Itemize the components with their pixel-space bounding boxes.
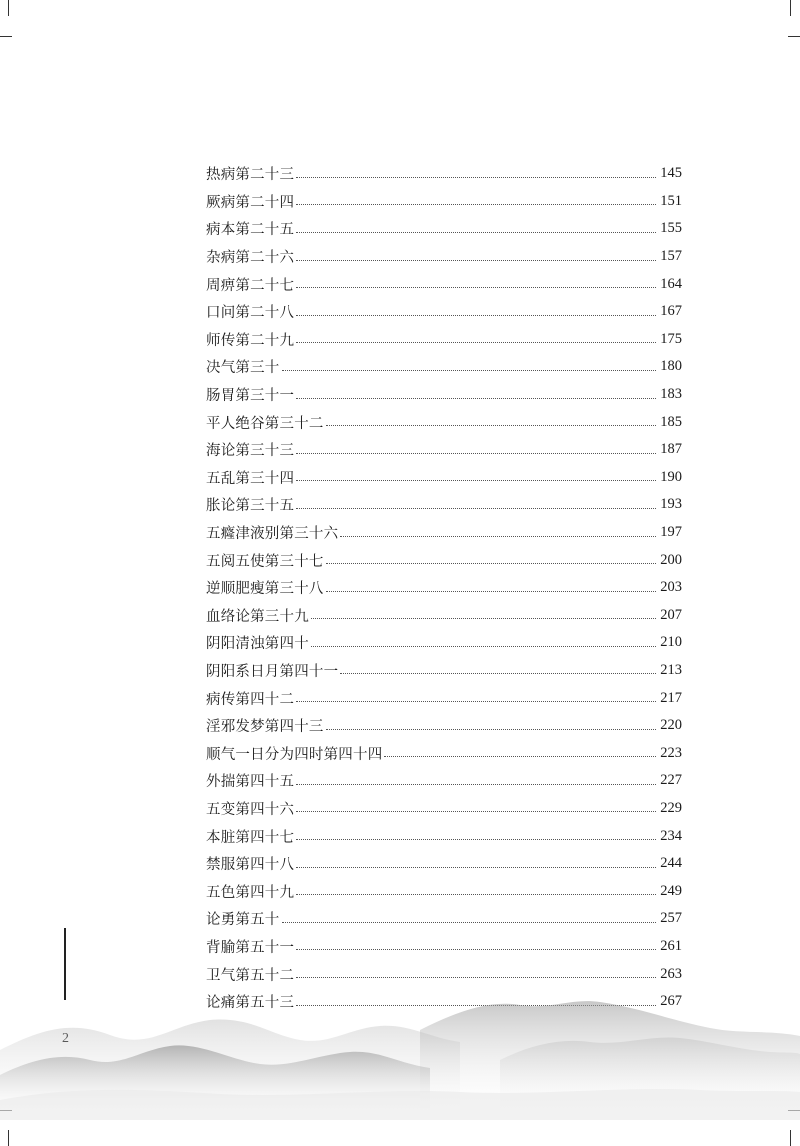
toc-entry-title: 本脏第四十七 (206, 829, 295, 846)
toc-entry-title: 海论第三十三 (206, 443, 295, 460)
toc-entry[interactable] (206, 160, 682, 188)
toc-entry-title: 五变第四十六 (206, 801, 295, 818)
crop-mark-top-right-v (790, 0, 791, 16)
toc-entry[interactable] (206, 739, 682, 767)
toc-leader-dots (296, 479, 656, 481)
toc-entry-title: 决气第三十 (206, 360, 280, 377)
toc-entry-page: 155 (660, 220, 682, 237)
toc-entry[interactable] (206, 298, 682, 326)
toc-leader-dots (326, 562, 656, 564)
toc-entry-title: 论痛第五十三 (206, 995, 295, 1012)
toc-entry[interactable] (206, 960, 682, 988)
toc-leader-dots (296, 700, 656, 702)
toc-entry-page: 167 (660, 303, 682, 320)
crop-mark-top-left-v (8, 0, 9, 16)
toc-entry-title: 平人绝谷第三十二 (206, 415, 324, 432)
toc-entry-page: 185 (660, 413, 682, 430)
toc-entry-title: 阴阳系日月第四十一 (206, 663, 339, 680)
toc-entry-page: 193 (660, 496, 682, 513)
toc-entry[interactable] (206, 933, 682, 961)
toc-leader-dots (384, 755, 656, 757)
toc-entry-page: 145 (660, 165, 682, 182)
toc-entry-page: 190 (660, 468, 682, 485)
toc-leader-dots (296, 259, 656, 261)
toc-leader-dots (282, 921, 657, 923)
toc-entry[interactable] (206, 822, 682, 850)
toc-entry[interactable] (206, 381, 682, 409)
toc-entry-page: 164 (660, 275, 682, 292)
toc-entry-page: 244 (660, 855, 682, 872)
toc-entry[interactable] (206, 850, 682, 878)
toc-leader-dots (296, 810, 656, 812)
toc-leader-dots (326, 424, 656, 426)
toc-entry[interactable] (206, 684, 682, 712)
toc-entry[interactable] (206, 408, 682, 436)
toc-leader-dots (296, 783, 656, 785)
toc-leader-dots (340, 672, 656, 674)
toc-entry-page: 207 (660, 606, 682, 623)
toc-leader-dots (296, 203, 656, 205)
toc-entry-page: 217 (660, 689, 682, 706)
toc-entry-title: 杂病第二十六 (206, 250, 295, 267)
toc-entry-page: 157 (660, 248, 682, 265)
toc-entry-title: 热病第二十三 (206, 167, 295, 184)
toc-entry[interactable] (206, 795, 682, 823)
toc-entry-page: 263 (660, 965, 682, 982)
toc-leader-dots (311, 645, 656, 647)
toc-entry-page: 261 (660, 937, 682, 954)
toc-entry[interactable] (206, 491, 682, 519)
toc-entry-title: 血络论第三十九 (206, 608, 309, 625)
toc-entry[interactable] (206, 877, 682, 905)
table-of-contents (206, 160, 682, 1015)
toc-leader-dots (296, 314, 656, 316)
toc-entry-page: 220 (660, 717, 682, 734)
toc-entry[interactable] (206, 602, 682, 630)
toc-entry[interactable] (206, 270, 682, 298)
toc-entry-page: 249 (660, 882, 682, 899)
toc-entry-title: 外揣第四十五 (206, 774, 295, 791)
toc-entry-title: 阴阳清浊第四十 (206, 636, 309, 653)
toc-entry[interactable] (206, 519, 682, 547)
toc-leader-dots (296, 452, 656, 454)
toc-entry-page: 175 (660, 330, 682, 347)
toc-entry[interactable] (206, 353, 682, 381)
toc-leader-dots (296, 231, 656, 233)
toc-entry-page: 267 (660, 993, 682, 1010)
toc-entry-title: 病本第二十五 (206, 222, 295, 239)
crop-mark-bottom-left-v (8, 1130, 9, 1146)
toc-entry-title: 禁服第四十八 (206, 857, 295, 874)
toc-entry[interactable] (206, 436, 682, 464)
toc-entry[interactable] (206, 657, 682, 685)
toc-entry-page: 180 (660, 358, 682, 375)
toc-leader-dots (326, 590, 656, 592)
toc-entry-title: 淫邪发梦第四十三 (206, 719, 324, 736)
crop-mark-bottom-right-v (790, 1130, 791, 1146)
toc-entry[interactable] (206, 188, 682, 216)
toc-entry[interactable] (206, 767, 682, 795)
toc-entry-page: 257 (660, 910, 682, 927)
toc-leader-dots (296, 976, 656, 978)
toc-entry[interactable] (206, 629, 682, 657)
toc-entry-title: 五色第四十九 (206, 884, 295, 901)
toc-entry-title: 周痹第二十七 (206, 277, 295, 294)
toc-entry-title: 卫气第五十二 (206, 967, 295, 984)
toc-entry[interactable] (206, 712, 682, 740)
toc-leader-dots (296, 893, 656, 895)
toc-entry[interactable] (206, 215, 682, 243)
mountain-landscape-decoration (0, 990, 800, 1120)
toc-entry-title: 五阅五使第三十七 (206, 553, 324, 570)
toc-entry-title: 师传第二十九 (206, 332, 295, 349)
toc-entry-page: 227 (660, 772, 682, 789)
toc-entry-title: 论勇第五十 (206, 912, 280, 929)
toc-leader-dots (296, 286, 656, 288)
toc-entry-title: 顺气一日分为四时第四十四 (206, 746, 383, 763)
toc-leader-dots (296, 838, 656, 840)
toc-entry-title: 胀论第三十五 (206, 498, 295, 515)
toc-entry-title: 肠胃第三十一 (206, 388, 295, 405)
toc-entry-title: 背腧第五十一 (206, 939, 295, 956)
toc-entry-page: 229 (660, 799, 682, 816)
toc-leader-dots (296, 507, 656, 509)
toc-entry-page: 234 (660, 827, 682, 844)
toc-entry-page: 210 (660, 634, 682, 651)
toc-entry-page: 183 (660, 386, 682, 403)
toc-entry-title: 病传第四十二 (206, 691, 295, 708)
toc-entry[interactable] (206, 243, 682, 271)
toc-entry-title: 厥病第二十四 (206, 194, 295, 211)
toc-entry[interactable] (206, 574, 682, 602)
toc-entry-page: 223 (660, 744, 682, 761)
toc-entry-page: 151 (660, 192, 682, 209)
toc-leader-dots (311, 617, 656, 619)
toc-entry-page: 203 (660, 579, 682, 596)
crop-mark-top-left-h (0, 36, 12, 37)
crop-mark-top-right-h (788, 36, 800, 37)
toc-leader-dots (296, 341, 656, 343)
toc-leader-dots (340, 535, 656, 537)
toc-entry[interactable] (206, 326, 682, 354)
toc-entry-title: 逆顺肥瘦第三十八 (206, 581, 324, 598)
toc-leader-dots (326, 728, 656, 730)
toc-entry-page: 187 (660, 441, 682, 458)
toc-entry-title: 五乱第三十四 (206, 470, 295, 487)
toc-entry-title: 五癃津液别第三十六 (206, 526, 339, 543)
toc-entry-page: 213 (660, 661, 682, 678)
toc-leader-dots (296, 866, 656, 868)
toc-entry[interactable] (206, 546, 682, 574)
toc-leader-dots (296, 397, 656, 399)
toc-leader-dots (296, 176, 656, 178)
toc-leader-dots (296, 948, 656, 950)
toc-leader-dots (282, 369, 657, 371)
toc-entry-page: 197 (660, 524, 682, 541)
toc-entry-page: 200 (660, 551, 682, 568)
toc-entry[interactable] (206, 905, 682, 933)
toc-entry[interactable] (206, 464, 682, 492)
toc-entry-title: 口问第二十八 (206, 305, 295, 322)
